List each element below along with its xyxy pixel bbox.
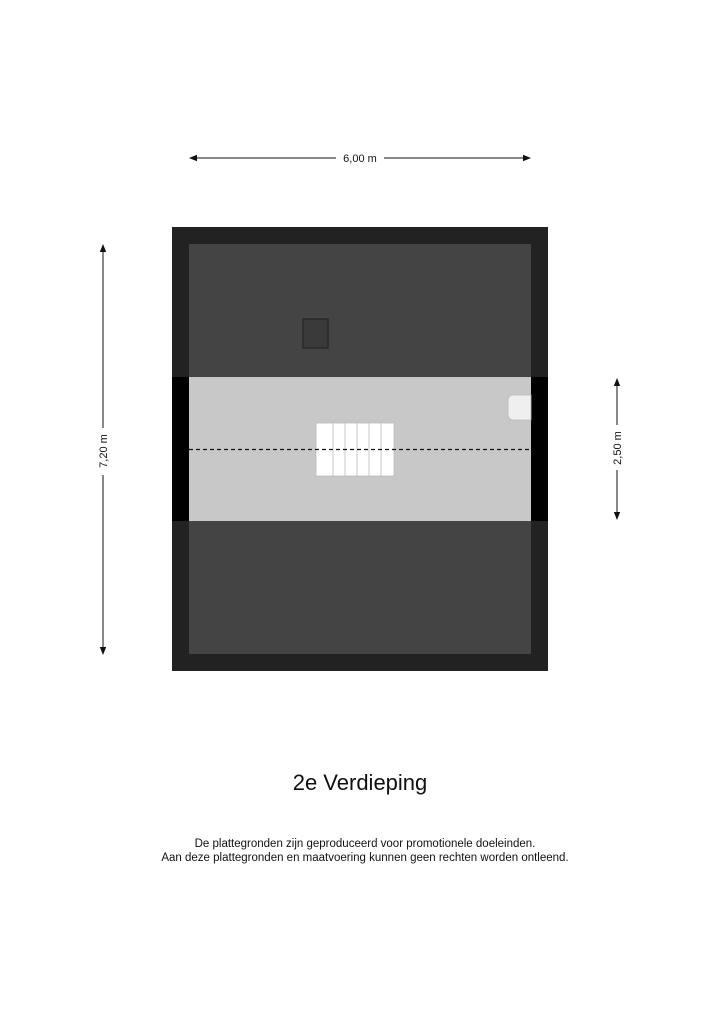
width-dimension	[190, 153, 530, 165]
width-dimension-label: 6,00 m	[343, 153, 377, 165]
disclaimer	[0, 837, 720, 865]
disclaimer-line-2: Aan deze plattegronden en maatvoering kunnen geen rechten worden ontleend.	[161, 852, 569, 864]
room-width-dimension-label: 2,50 m	[612, 431, 624, 465]
disclaimer-line-1: De plattegronden zijn geproduceerd voor promotionele doeleinden.	[194, 838, 536, 850]
skylight	[303, 319, 328, 348]
staircase	[316, 423, 394, 476]
knee-wall-right	[531, 377, 548, 521]
depth-dimension-label: 7,20 m	[98, 434, 110, 468]
room-width-dimension	[612, 379, 624, 519]
floor-title: 2e Verdieping	[292, 770, 428, 795]
knee-wall-left	[172, 377, 189, 521]
boiler-unit	[508, 395, 531, 420]
depth-dimension	[98, 245, 110, 654]
